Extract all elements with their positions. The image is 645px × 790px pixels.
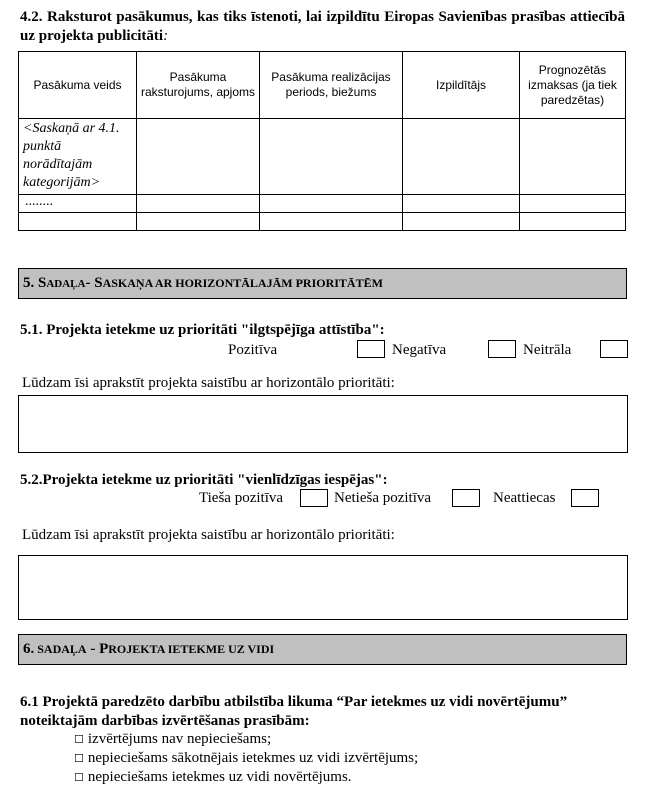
checkbox-option-label: nepieciešams ietekmes uz vidi novērtējums. <box>87 769 352 785</box>
option-positive-checkbox[interactable] <box>357 340 385 358</box>
section-5-title-bar <box>18 268 627 299</box>
section-5-title-rest: ASKAŅA AR HORIZONTĀLAJĀM PRIORITĀTĒM <box>102 276 383 290</box>
checkbox-icon[interactable]: ☐ <box>74 752 84 765</box>
section-5-title-initial: S <box>94 275 103 291</box>
table-cell[interactable] <box>520 195 626 213</box>
table-row <box>19 213 626 231</box>
publicity-measures-table <box>18 51 626 231</box>
table-header-cell: Prognozētās izmaksas (ja tiek paredzētas) <box>520 52 626 119</box>
checkbox-option-row[interactable] <box>74 730 271 749</box>
table-cell[interactable] <box>260 213 403 231</box>
checkbox-icon[interactable]: ☐ <box>74 733 84 746</box>
table-header-row <box>19 52 626 119</box>
section-6-title-bar <box>18 634 627 665</box>
option-negative-checkbox[interactable] <box>488 340 516 358</box>
describe-prompt-1: Lūdzam īsi aprakstīt projekta saistību ar horizontālo prioritāti: <box>22 375 395 391</box>
option-neutral-label: Neitrāla <box>523 342 572 358</box>
checkbox-icon[interactable]: ☐ <box>74 771 84 784</box>
section-5-word: Sadaļa <box>34 275 86 291</box>
option-negative-label: Negatīva <box>392 342 447 358</box>
section-5-dash: - <box>85 275 95 291</box>
table-cell[interactable] <box>137 195 260 213</box>
option-indirect-positive-label: Netieša pozitīva <box>334 490 432 506</box>
section-4-2-heading-text: 4.2. Raksturot pasākumus, kas tiks īstenoti, lai izpildītu Eiropas Savienības prasības attiecībā uz projekta publicitāti <box>20 9 625 44</box>
table-cell[interactable] <box>403 195 520 213</box>
option-direct-positive-checkbox[interactable] <box>300 489 328 507</box>
table-header-cell: Pasākuma raksturojums, apjoms <box>137 52 260 119</box>
question-6-1-label: 6.1 Projektā paredzēto darbību atbilstība likuma “Par ietekmes uz vidi novērtējumu” noteiktajām darbības izvērtēšanas prasībām: <box>20 694 568 729</box>
section-6-title-rest: ROJEKTA IETEKME UZ VIDI <box>108 642 275 656</box>
table-header-cell: Izpildītājs <box>403 52 520 119</box>
table-row <box>19 195 626 213</box>
section-6-number: 6. <box>23 641 35 657</box>
checkbox-option-label: nepieciešams sākotnējais ietekmes uz vidi izvērtējums; <box>87 750 419 766</box>
table-cell[interactable] <box>260 119 403 195</box>
option-neutral-checkbox[interactable] <box>600 340 628 358</box>
checkbox-option-row[interactable] <box>74 749 418 768</box>
table-cell[interactable] <box>137 119 260 195</box>
section-6-title-initial: P <box>99 641 109 657</box>
table-cell[interactable] <box>260 195 403 213</box>
section-4-2-heading <box>20 8 625 46</box>
option-direct-positive-label: Tieša pozitīva <box>199 490 284 506</box>
option-not-applicable-checkbox[interactable] <box>571 489 599 507</box>
section-5-number: 5. <box>23 275 35 291</box>
table-cell-ellipsis[interactable]: ........ <box>19 195 137 213</box>
question-5-2-label: 5.2.Projekta ietekme uz prioritāti "vienlīdzīgas iespējas": <box>20 472 388 488</box>
section-6-word: SADAĻA <box>34 642 87 656</box>
checkbox-option-row[interactable] <box>74 768 352 787</box>
table-cell[interactable] <box>520 213 626 231</box>
table-cell[interactable] <box>137 213 260 231</box>
describe-prompt-2: Lūdzam īsi aprakstīt projekta saistību ar horizontālo prioritāti: <box>22 527 395 543</box>
table-header-cell: Pasākuma veids <box>19 52 137 119</box>
table-cell[interactable] <box>19 213 137 231</box>
description-textarea-1[interactable] <box>18 395 628 453</box>
table-cell[interactable] <box>403 213 520 231</box>
table-header-cell: Pasākuma realizācijas periods, biežums <box>260 52 403 119</box>
checkbox-option-label: izvērtējums nav nepieciešams; <box>87 731 272 747</box>
description-textarea-2[interactable] <box>18 555 628 620</box>
question-5-1-label: 5.1. Projekta ietekme uz prioritāti "ilgtspējīga attīstība": <box>20 322 385 338</box>
table-cell[interactable] <box>403 119 520 195</box>
table-row <box>19 119 626 195</box>
table-cell-measure-type[interactable]: <Saskaņā ar 4.1. punktā norādītajām kategorijām> <box>19 119 137 195</box>
option-positive-label: Pozitīva <box>228 342 278 358</box>
heading-colon: : <box>163 28 169 44</box>
section-6-dash: - <box>86 641 100 657</box>
table-cell[interactable] <box>520 119 626 195</box>
option-indirect-positive-checkbox[interactable] <box>452 489 480 507</box>
option-not-applicable-label: Neattiecas <box>493 490 556 506</box>
